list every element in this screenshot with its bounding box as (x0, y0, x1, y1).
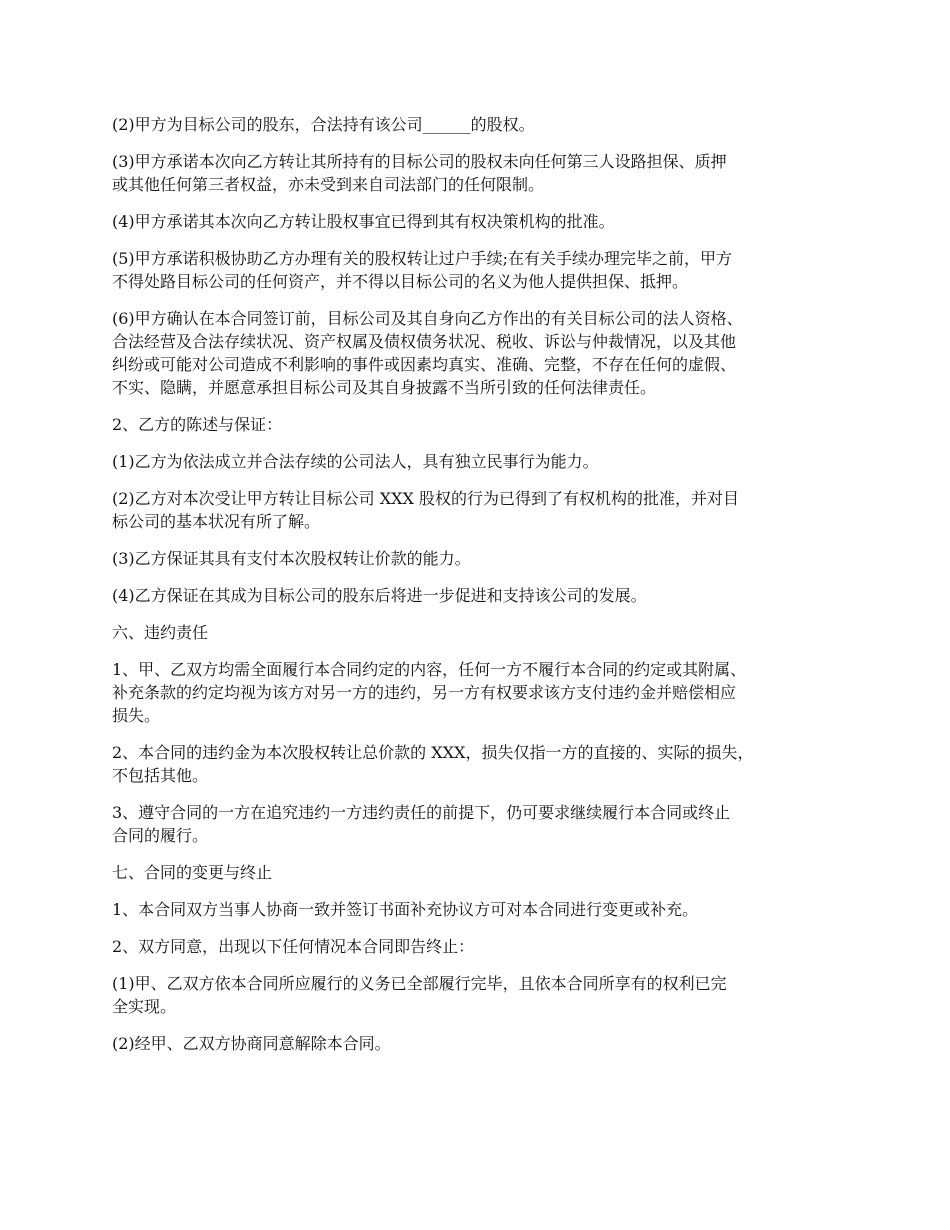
paragraph-amendment: 1、本合同双方当事人协商一致并签订书面补充协议方可对本合同进行变更或补充。 (112, 900, 699, 919)
paragraph-party-b-approval: (2)乙方对本次受让甲方转让目标公司 XXX 股权的行为已得到了有权机构的批准，并对目 标公司的基本状况有所了解。 (112, 489, 740, 531)
paragraph-continue-performance: 3、遵守合同的一方在追究违约一方违约责任的前提下，仍可要求继续履行本合同或终止 合同的履行。 (112, 803, 731, 845)
section-heading-party-b-warranties: 2、乙方的陈述与保证： (112, 415, 283, 434)
paragraph-termination-conditions: 2、双方同意，出现以下任何情况本合同即告终止： (112, 937, 475, 956)
section-heading-breach-liability: 六、违约责任 (112, 623, 209, 642)
paragraph-party-a-no-encumbrance: (3)甲方承诺本次向乙方转让其所持有的目标公司的股权未向任何第三人设路担保、质押 或其他任何第三者权益，亦未受到来自司法部门的任何限制。 (112, 152, 727, 194)
paragraph-breach-definition: 1、甲、乙双方均需全面履行本合同约定的内容，任何一方不履行本合同的约定或其附属、 补充条款的约定均视为该方对另一方的违约，另一方有权要求该方支付违约金并赔偿相应 损失。 (112, 660, 747, 725)
paragraph-party-a-shareholder: (2)甲方为目标公司的股东，合法持有该公司______的股权。 (112, 115, 535, 134)
paragraph-liquidated-damages: 2、本合同的违约金为本次股权转让总价款的 XXX，损失仅指一方的直接的、实际的损失， 不包括其他。 (112, 743, 754, 785)
paragraph-party-b-support: (4)乙方保证在其成为目标公司的股东后将进一步促进和支持该公司的发展。 (112, 586, 647, 605)
paragraph-party-a-assist-transfer: (5)甲方承诺积极协助乙方办理有关的股权转让过户手续;在有关手续办理完毕之前，甲方 不得处路目标公司的任何资产，并不得以目标公司的名义为他人提供担保、抵押。 (112, 249, 733, 291)
paragraph-termination-mutual: (2)经甲、乙双方协商同意解除本合同。 (112, 1034, 391, 1053)
paragraph-termination-fulfilled: (1)甲、乙双方依本合同所应履行的义务已全部履行完毕，且依本合同所享有的权利已完 全实现。 (112, 974, 727, 1016)
paragraph-party-a-approval: (4)甲方承诺其本次向乙方转让股权事宜已得到其有权决策机构的批准。 (112, 212, 615, 231)
paragraph-party-b-payment-ability: (3)乙方保证其具有支付本次股权转让价款的能力。 (112, 549, 471, 568)
section-heading-amendment-termination: 七、合同的变更与终止 (112, 863, 273, 882)
paragraph-party-b-legal-entity: (1)乙方为依法成立并合法存续的公司法人，具有独立民事行为能力。 (112, 452, 599, 471)
paragraph-party-a-confirmation: (6)甲方确认在本合同签订前，目标公司及其自身向乙方作出的有关目标公司的法人资格、 合法经营及合法存续状况、资产权属及债权债务状况、税收、诉讼与仲裁情况，以及其他 纠纷或可能对公司造成不利影响的事件或因素均真实、准确、完整，不存在任何的虚假、 不实、隐瞒，并愿意承担目标公司及其自身披露不当所引致的任何法律责任。 (112, 309, 743, 397)
document-body (112, 113, 852, 1069)
